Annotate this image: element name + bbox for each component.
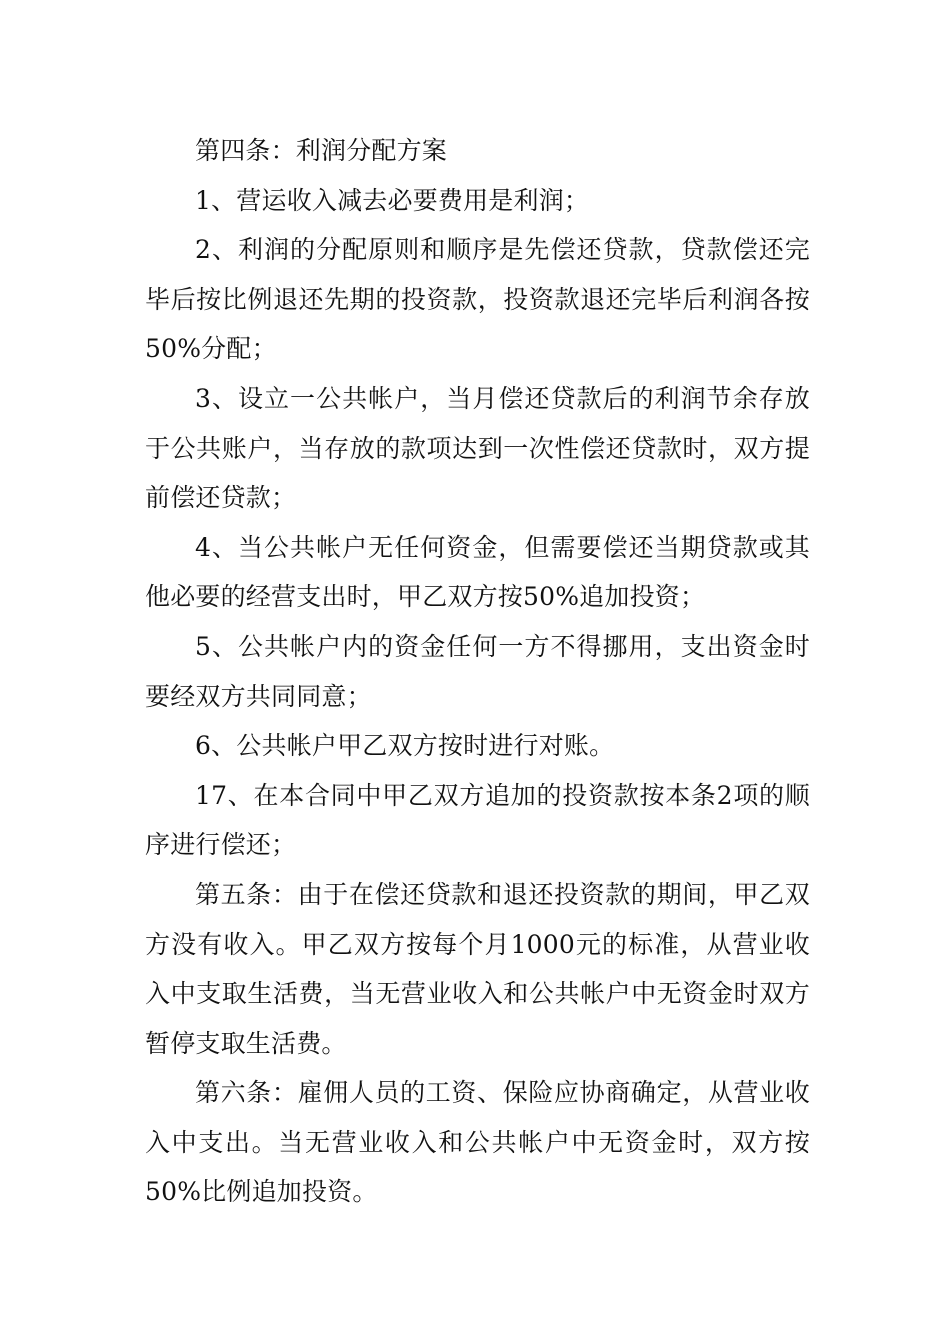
article-4-item-3: 3、设立一公共帐户，当月偿还贷款后的利润节余存放于公共账户，当存放的款项达到一次性偿还贷款时，双方提前偿还贷款； (145, 383, 810, 513)
article-4-item-4: 4、当公共帐户无任何资金，但需要偿还当期贷款或其他必要的经营支出时，甲乙双方按50%追加投资； (145, 532, 810, 612)
article-4-item-17: 17、在本合同中甲乙双方追加的投资款按本条2项的顺序进行偿还； (145, 780, 810, 860)
article-6-paragraph: 第六条：雇佣人员的工资、保险应协商确定，从营业收入中支出。当无营业收入和公共帐户中无资金时，双方按50%比例追加投资。 (145, 1078, 810, 1207)
article-5-paragraph: 第五条：由于在偿还贷款和退还投资款的期间，甲乙双方没有收入。甲乙双方按每个月1000元的标准，从营业收入中支取生活费，当无营业收入和公共帐户中无资金时双方暂停支取生活费。 (145, 879, 810, 1058)
article-4-item-6: 6、公共帐户甲乙双方按时进行对账。 (195, 731, 615, 761)
document-body (145, 126, 810, 1217)
article-4-item-5: 5、公共帐户内的资金任何一方不得挪用，支出资金时要经双方共同同意； (145, 631, 810, 711)
article-4-item-1: 1、营运收入减去必要费用是利润； (195, 185, 590, 215)
article-4-item-2: 2、利润的分配原则和顺序是先偿还贷款，贷款偿还完毕后按比例退还先期的投资款，投资款退还完毕后利润各按50%分配； (145, 235, 810, 364)
article-4-heading: 第四条：利润分配方案 (195, 136, 448, 165)
